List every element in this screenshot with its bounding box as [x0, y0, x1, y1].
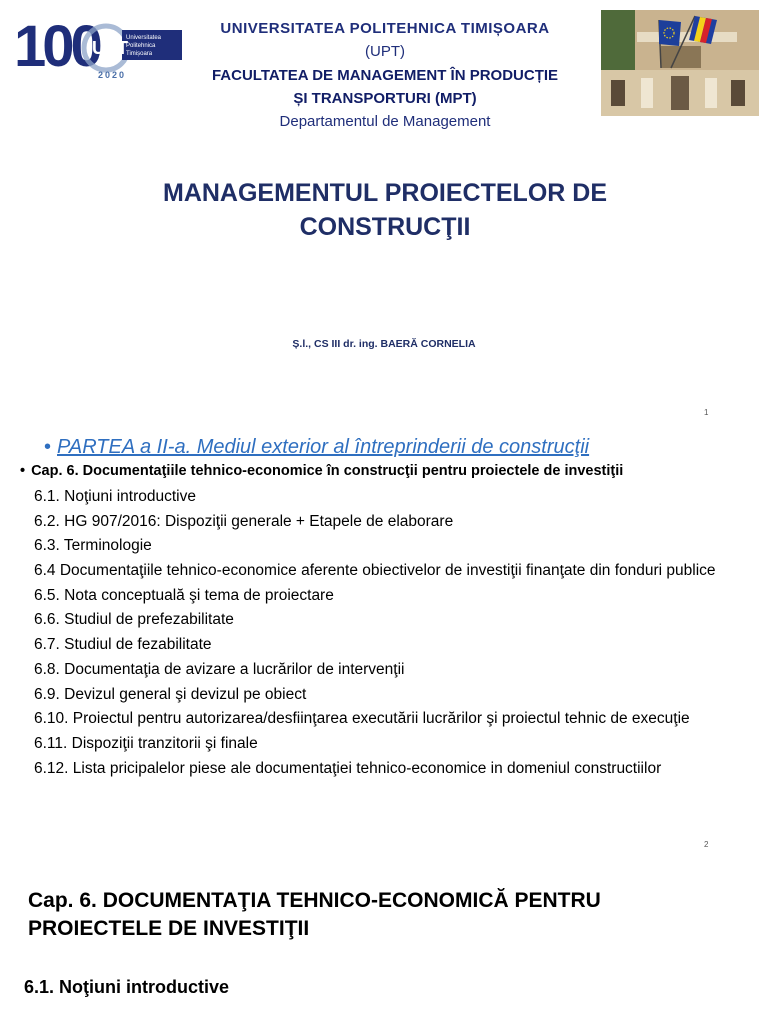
chapter-title: Cap. 6. DOCUMENTAŢIA TEHNICO-ECONOMICĂ PENTRU PROIECTELE DE INVESTIŢII — [28, 889, 601, 940]
department-name: Departamentul de Management — [279, 113, 491, 130]
page-number-1: 1 — [704, 408, 709, 417]
toc-item: 6.9. Devizul general şi devizul pe obiect — [34, 685, 307, 703]
building-with-flags-photo — [601, 10, 759, 116]
section-title: 6.1. Noţiuni introductive — [24, 977, 230, 997]
part-title — [44, 436, 589, 459]
university-name: UNIVERSITATEA POLITEHNICA TIMIȘOARA — [220, 20, 550, 37]
toc-item: 6.4 Documentaţiile tehnico-economice aferente obiectivelor de investiţii finanţate din fonduri publice — [34, 562, 716, 580]
toc-item: 6.12. Lista pricipalelor piese ale documentaţiei tehnico-economice in domeniul constructiilor — [34, 759, 662, 777]
logo-name-2: Politehnica — [126, 43, 156, 49]
toc-item: 6.7. Studiul de fezabilitate — [34, 636, 212, 654]
faculty-name-line1: FACULTATEA DE MANAGEMENT ÎN PRODUCȚIE — [211, 67, 559, 84]
chapter-slide — [0, 855, 768, 1024]
chapter-heading-text: Cap. 6. Documentaţiile tehnico-economice în construcţii pentru proiectele de investiţii — [31, 463, 624, 479]
logo-year: 2020 — [98, 70, 127, 80]
toc-item: 6.1. Noţiuni introductive — [34, 488, 196, 505]
toc-item: 6.11. Dispoziţii tranzitorii şi finale — [34, 734, 258, 752]
toc-item: 6.8. Documentaţia de avizare a lucrărilor de intervenţii — [34, 660, 405, 678]
university-abbreviation: (UPT) — [365, 43, 405, 60]
faculty-name-line2: ȘI TRANSPORTURI (MPT) — [293, 90, 477, 107]
toc-item: 6.6. Studiul de prefezabilitate — [34, 611, 234, 629]
logo-name-3: Timișoara — [126, 51, 153, 57]
table-of-contents — [34, 487, 734, 783]
logo-number: 100 — [14, 14, 99, 79]
logo-name-1: Universitatea — [126, 35, 162, 41]
bullet-icon: • — [44, 436, 52, 458]
chapter-heading — [20, 463, 623, 479]
course-title-line1: MANAGEMENTUL PROIECTELOR DE — [163, 179, 607, 207]
author-name: Ș.l., CS III dr. ing. BAERĂ CORNELIA — [292, 338, 476, 350]
course-title-line2: CONSTRUCŢII — [299, 213, 471, 241]
toc-item: 6.2. HG 907/2016: Dispoziţii generale + Etapele de elaborare — [34, 512, 454, 530]
toc-item: 6.5. Nota conceptuală şi tema de proiectare — [34, 586, 334, 604]
part-title-text: PARTEA a II-a. Mediul exterior al întreprinderii de construcţii — [57, 436, 590, 458]
course-title — [60, 176, 710, 244]
title-slide — [0, 0, 768, 430]
page-number-2: 2 — [704, 840, 709, 849]
upt-centenary-logo — [14, 14, 186, 84]
logo-upt: UPT — [92, 38, 128, 58]
contents-slide — [0, 430, 768, 855]
toc-item: 6.3. Terminologie — [34, 537, 152, 555]
bullet-icon: • — [20, 463, 26, 479]
toc-item: 6.10. Proiectul pentru autorizarea/desfiinţarea executării lucrărilor şi proiectul tehnic de execuţie — [34, 710, 690, 728]
